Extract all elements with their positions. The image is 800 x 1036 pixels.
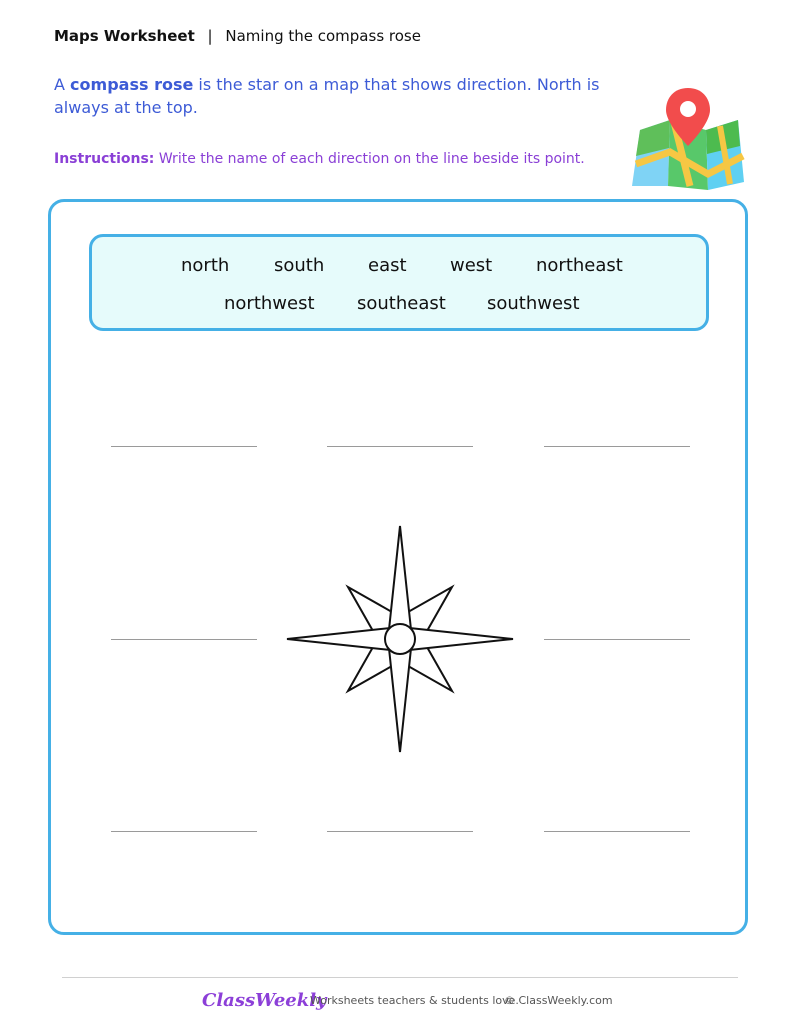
intro-text — [54, 73, 614, 119]
page-footer — [0, 990, 800, 1014]
header-separator: | — [207, 27, 213, 45]
footer-copyright: © ClassWeekly.com — [504, 994, 613, 1007]
answer-line-southeast[interactable] — [544, 831, 690, 832]
instructions-text: Write the name of each direction on the line beside its point. — [158, 151, 585, 167]
worksheet-topic: Naming the compass rose — [225, 27, 421, 45]
word-north: north — [181, 255, 230, 276]
answer-line-north[interactable] — [327, 446, 473, 447]
answer-line-west[interactable] — [111, 639, 257, 640]
worksheet-subject: Maps Worksheet — [54, 27, 195, 45]
word-west: west — [450, 255, 493, 276]
folded-map-with-pin-icon — [630, 86, 746, 192]
footer-divider — [62, 977, 738, 978]
word-southwest: southwest — [487, 293, 580, 314]
brand-logo: ClassWeekly — [202, 990, 327, 1011]
footer-tagline: Worksheets teachers & students love. — [310, 994, 519, 1007]
answer-line-southwest[interactable] — [111, 831, 257, 832]
intro-prefix: A — [54, 75, 65, 94]
intro-keyword: compass rose — [70, 75, 194, 94]
word-northeast: northeast — [536, 255, 623, 276]
compass-rose-icon — [285, 524, 515, 754]
instructions — [54, 151, 585, 167]
answer-line-east[interactable] — [544, 639, 690, 640]
word-east: east — [368, 255, 407, 276]
answer-line-south[interactable] — [327, 831, 473, 832]
worksheet-header — [54, 27, 421, 45]
intro-body: is the star on a map that shows direction. North is always at the top. — [54, 75, 600, 117]
answer-line-northeast[interactable] — [544, 446, 690, 447]
instructions-label: Instructions: — [54, 151, 155, 167]
answer-line-northwest[interactable] — [111, 446, 257, 447]
word-southeast: southeast — [357, 293, 446, 314]
word-northwest: northwest — [224, 293, 315, 314]
word-south: south — [274, 255, 325, 276]
word-bank — [89, 234, 709, 331]
